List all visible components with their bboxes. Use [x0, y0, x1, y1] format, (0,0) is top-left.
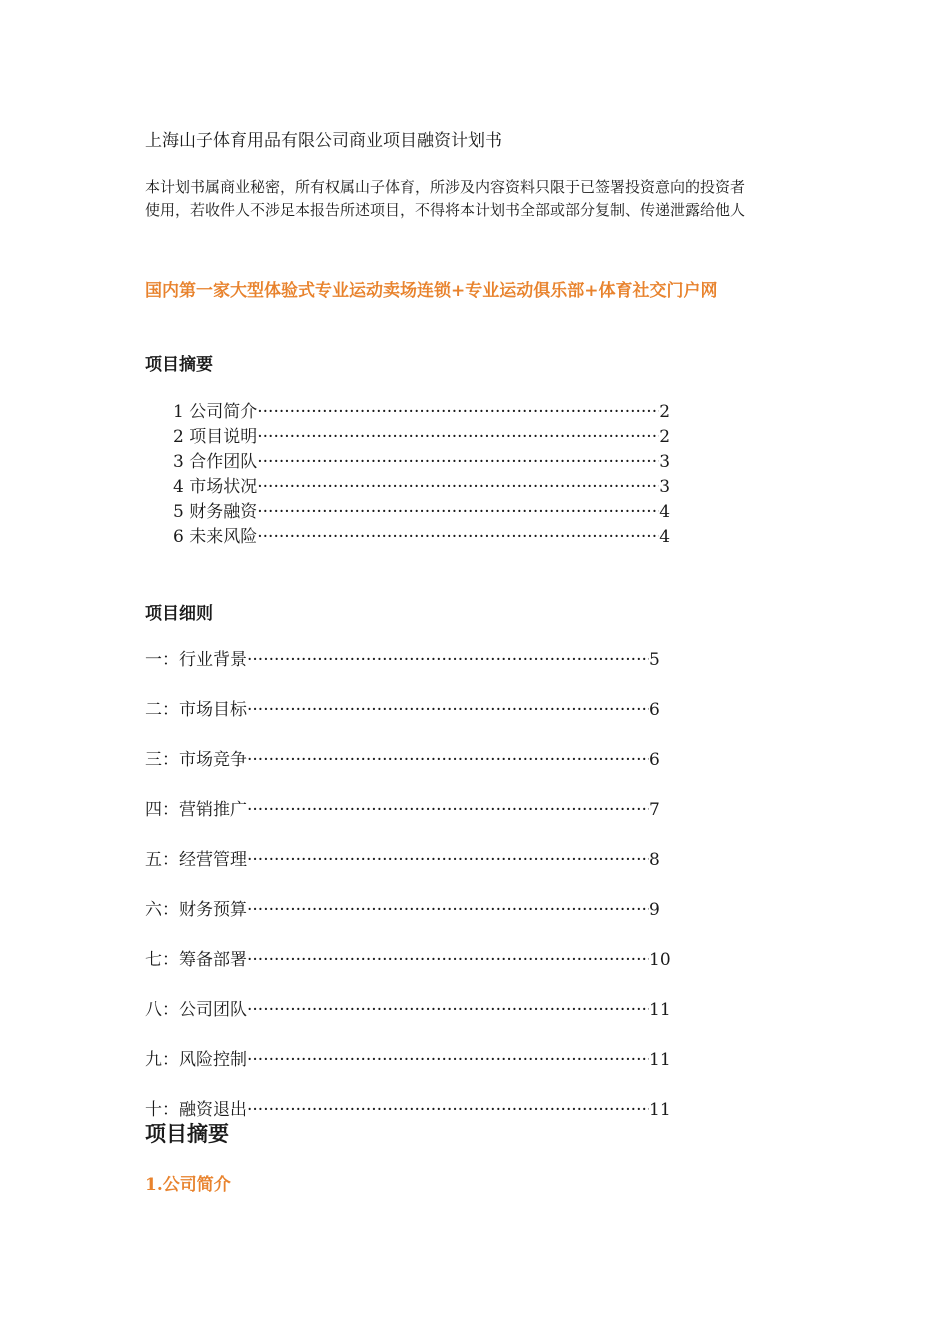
toc-entry[interactable] [145, 897, 671, 947]
toc-leader [257, 525, 659, 550]
toc-entry[interactable] [145, 947, 671, 997]
toc-leader [257, 400, 659, 425]
detail-toc [145, 647, 671, 1147]
toc-leader [257, 475, 659, 500]
toc-entry-page: 11 [649, 1100, 671, 1120]
subsection-heading: 1.公司简介 [145, 1175, 231, 1195]
toc-leader [247, 997, 649, 1047]
toc-entry[interactable] [173, 500, 670, 525]
toc-entry[interactable] [173, 425, 670, 450]
toc-entry-label: 2 项目说明 [173, 427, 258, 447]
toc-entry-page: 2 [659, 427, 671, 447]
detail-toc-heading: 项目细则 [145, 604, 213, 624]
toc-entry-page: 6 [649, 750, 660, 770]
document-title: 上海山子体育用品有限公司商业项目融资计划书 [145, 131, 502, 151]
toc-leader [247, 1047, 649, 1097]
toc-entry-label: 1 公司简介 [173, 402, 258, 422]
toc-entry-label: 5 财务融资 [173, 502, 258, 522]
toc-leader [247, 747, 649, 797]
toc-entry[interactable] [145, 647, 671, 697]
toc-entry-label: 六：财务预算 [145, 900, 247, 920]
toc-entry-page: 4 [659, 502, 671, 522]
toc-entry[interactable] [145, 997, 671, 1047]
toc-leader [247, 847, 649, 897]
toc-entry-page: 8 [649, 850, 660, 870]
toc-entry-page: 3 [659, 477, 671, 497]
summary-toc-heading: 项目摘要 [145, 355, 213, 375]
toc-leader [257, 500, 659, 525]
toc-entry-label: 4 市场状况 [173, 477, 258, 497]
toc-entry[interactable] [173, 450, 670, 475]
toc-entry-page: 10 [649, 950, 671, 970]
toc-entry-label: 6 未来风险 [173, 527, 258, 547]
toc-leader [247, 947, 649, 997]
notice-line: 使用，若收件人不涉足本报告所述项目，不得将本计划书全部或部分复制、传递泄露给他人 [145, 201, 746, 219]
toc-leader [257, 425, 659, 450]
toc-entry[interactable] [145, 697, 671, 747]
toc-entry[interactable] [173, 400, 670, 425]
toc-entry-label: 十：融资退出 [145, 1100, 247, 1120]
toc-entry-label: 3 合作团队 [173, 452, 258, 472]
toc-entry-page: 11 [649, 1050, 671, 1070]
toc-entry-label: 八：公司团队 [145, 1000, 247, 1020]
toc-entry[interactable] [145, 747, 671, 797]
toc-entry[interactable] [173, 525, 670, 550]
toc-leader [247, 647, 649, 697]
toc-entry-page: 2 [659, 402, 671, 422]
toc-leader [247, 797, 649, 847]
toc-entry[interactable] [145, 847, 671, 897]
confidentiality-notice [145, 176, 745, 222]
toc-leader [247, 897, 649, 947]
toc-entry-page: 7 [649, 800, 660, 820]
toc-leader [247, 697, 649, 747]
toc-entry-label: 三：市场竞争 [145, 750, 247, 770]
toc-entry-label: 五：经营管理 [145, 850, 247, 870]
summary-toc [173, 400, 670, 550]
toc-leader [257, 450, 659, 475]
toc-entry-page: 5 [649, 650, 660, 670]
toc-entry-label: 二：市场目标 [145, 700, 247, 720]
toc-entry[interactable] [145, 797, 671, 847]
toc-entry-page: 3 [659, 452, 671, 472]
toc-entry[interactable] [145, 1047, 671, 1097]
notice-line: 本计划书属商业秘密，所有权属山子体育，所涉及内容资料只限于已签署投资意向的投资者 [145, 178, 746, 196]
toc-entry-label: 七：筹备部署 [145, 950, 247, 970]
project-headline: 国内第一家大型体验式专业运动卖场连锁+专业运动俱乐部+体育社交门户网 [145, 281, 718, 301]
toc-entry-page: 4 [659, 527, 671, 547]
toc-entry-label: 四：营销推广 [145, 800, 247, 820]
toc-entry[interactable] [173, 475, 670, 500]
toc-entry-page: 6 [649, 700, 660, 720]
toc-entry-page: 9 [649, 900, 660, 920]
toc-entry-label: 一：行业背景 [145, 650, 247, 670]
toc-entry-label: 九：风险控制 [145, 1050, 247, 1070]
toc-entry-page: 11 [649, 1000, 671, 1020]
section-heading: 项目摘要 [145, 1121, 229, 1146]
toc-leader [247, 1097, 649, 1147]
